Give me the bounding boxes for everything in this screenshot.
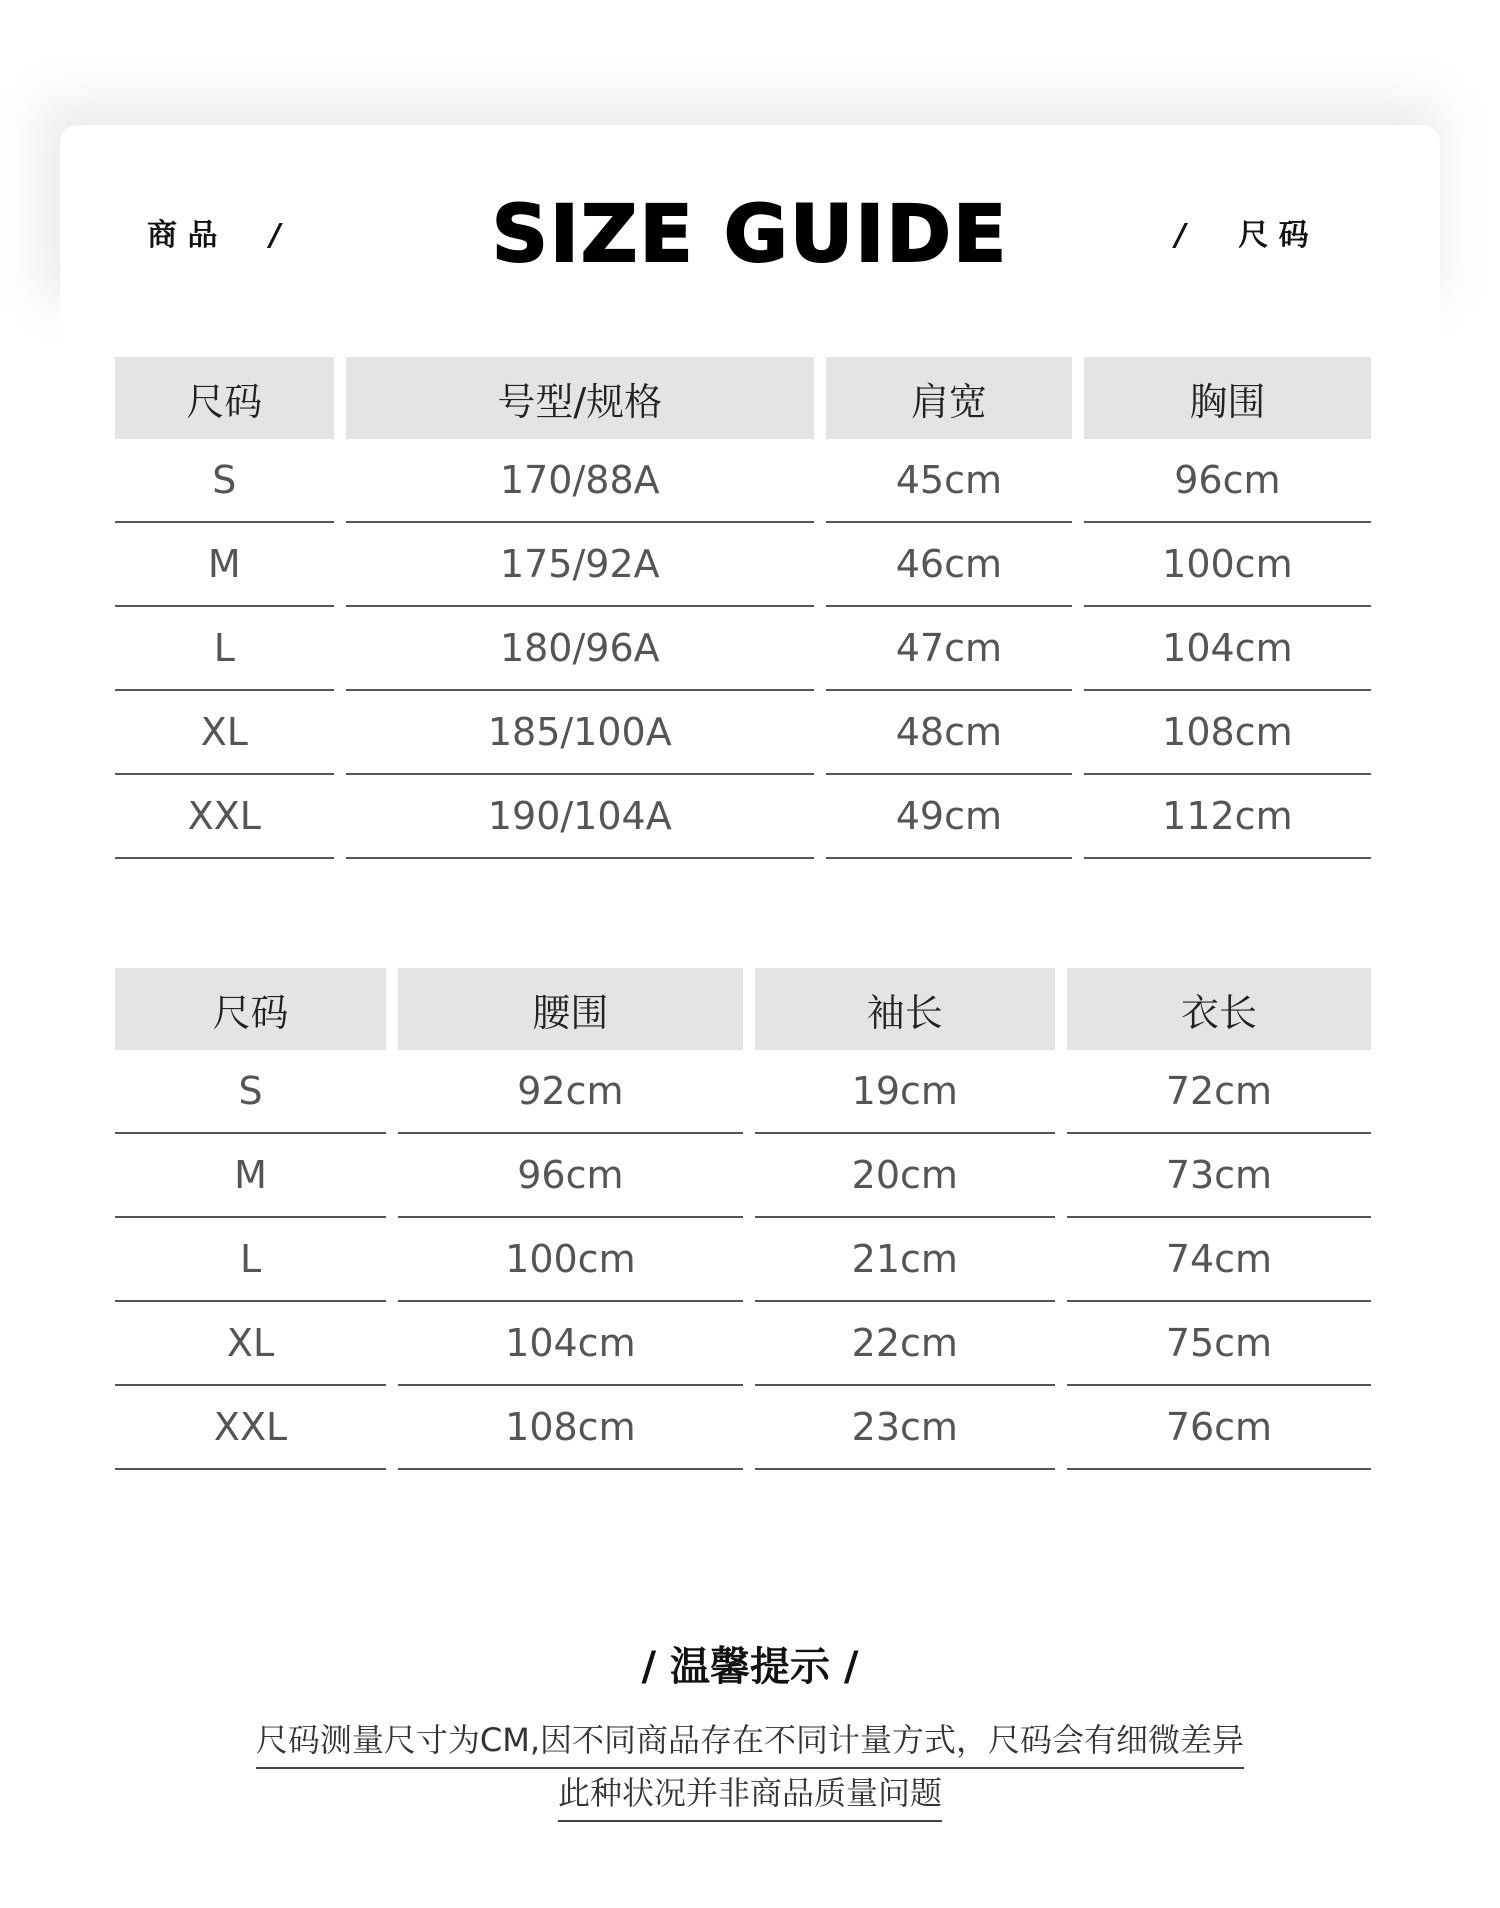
- table-cell: 73cm: [1067, 1134, 1371, 1218]
- table-cell: XXL: [115, 775, 334, 859]
- table-row: [115, 1134, 1371, 1218]
- table-row: [115, 1050, 1371, 1134]
- table-cell: 48cm: [826, 691, 1072, 775]
- header-cell-sleeve: 袖长: [755, 968, 1055, 1050]
- table-cell: 47cm: [826, 607, 1072, 691]
- table-cell: 96cm: [1084, 439, 1371, 523]
- table-cell: 19cm: [755, 1050, 1055, 1134]
- table-cell: 46cm: [826, 523, 1072, 607]
- table-cell: 96cm: [398, 1134, 743, 1218]
- table-cell: 112cm: [1084, 775, 1371, 859]
- tips-note-line1-text: 尺码测量尺寸为CM,因不同商品存在不同计量方式，尺码会有细微差异: [256, 1715, 1244, 1769]
- header-right-text: 尺 码: [1238, 218, 1309, 253]
- table-cell: 23cm: [755, 1386, 1055, 1470]
- header-right-label: [1175, 210, 1309, 254]
- header-left-text: 商 品: [147, 218, 218, 253]
- size-table-top: [103, 357, 1383, 859]
- table-cell: 175/92A: [346, 523, 814, 607]
- tips-title: / 温馨提示 /: [641, 1644, 859, 1690]
- header-cell-chest: 胸围: [1084, 357, 1371, 439]
- page-title: SIZE GUIDE: [491, 190, 1009, 280]
- table-header-row: [115, 968, 1371, 1050]
- table-cell: 72cm: [1067, 1050, 1371, 1134]
- table-cell: 108cm: [1084, 691, 1371, 775]
- table-cell: XXL: [115, 1386, 386, 1470]
- header-left-slash: /: [269, 218, 281, 253]
- table-cell: L: [115, 1218, 386, 1302]
- tips-note-line2: [0, 1768, 1500, 1822]
- table-cell: 104cm: [1084, 607, 1371, 691]
- size-table-bottom: [103, 968, 1383, 1470]
- table-cell: 100cm: [398, 1218, 743, 1302]
- table-row: [115, 439, 1371, 523]
- table-cell: 20cm: [755, 1134, 1055, 1218]
- table-cell: XL: [115, 1302, 386, 1386]
- table-cell: L: [115, 607, 334, 691]
- table-row: [115, 775, 1371, 859]
- table-row: [115, 691, 1371, 775]
- header-right-slash: /: [1175, 218, 1186, 253]
- header-cell-length: 衣长: [1067, 968, 1371, 1050]
- table-row: [115, 523, 1371, 607]
- table-cell: 21cm: [755, 1218, 1055, 1302]
- table-cell: 45cm: [826, 439, 1072, 523]
- table-header-row: [115, 357, 1371, 439]
- table-cell: 190/104A: [346, 775, 814, 859]
- header-cell-size: 尺码: [115, 357, 334, 439]
- table-cell: 49cm: [826, 775, 1072, 859]
- header-cell-size: 尺码: [115, 968, 386, 1050]
- table-cell: 104cm: [398, 1302, 743, 1386]
- table-cell: S: [115, 1050, 386, 1134]
- table-cell: 108cm: [398, 1386, 743, 1470]
- table-cell: M: [115, 523, 334, 607]
- header-cell-spec: 号型/规格: [346, 357, 814, 439]
- table-cell: 74cm: [1067, 1218, 1371, 1302]
- table-row: [115, 607, 1371, 691]
- table-cell: M: [115, 1134, 386, 1218]
- table-cell: S: [115, 439, 334, 523]
- table-row: [115, 1302, 1371, 1386]
- table-cell: 185/100A: [346, 691, 814, 775]
- table-cell: 170/88A: [346, 439, 814, 523]
- table-cell: 76cm: [1067, 1386, 1371, 1470]
- header-cell-waist: 腰围: [398, 968, 743, 1050]
- table-cell: 180/96A: [346, 607, 814, 691]
- table-cell: XL: [115, 691, 334, 775]
- table-cell: 92cm: [398, 1050, 743, 1134]
- table-cell: 22cm: [755, 1302, 1055, 1386]
- table-row: [115, 1218, 1371, 1302]
- table-cell: 75cm: [1067, 1302, 1371, 1386]
- tips-note-line1: [0, 1715, 1500, 1769]
- table-cell: 100cm: [1084, 523, 1371, 607]
- table-row: [115, 1386, 1371, 1470]
- tips-note-line2-text: 此种状况并非商品质量问题: [558, 1768, 942, 1822]
- header-cell-shoulder: 肩宽: [826, 357, 1072, 439]
